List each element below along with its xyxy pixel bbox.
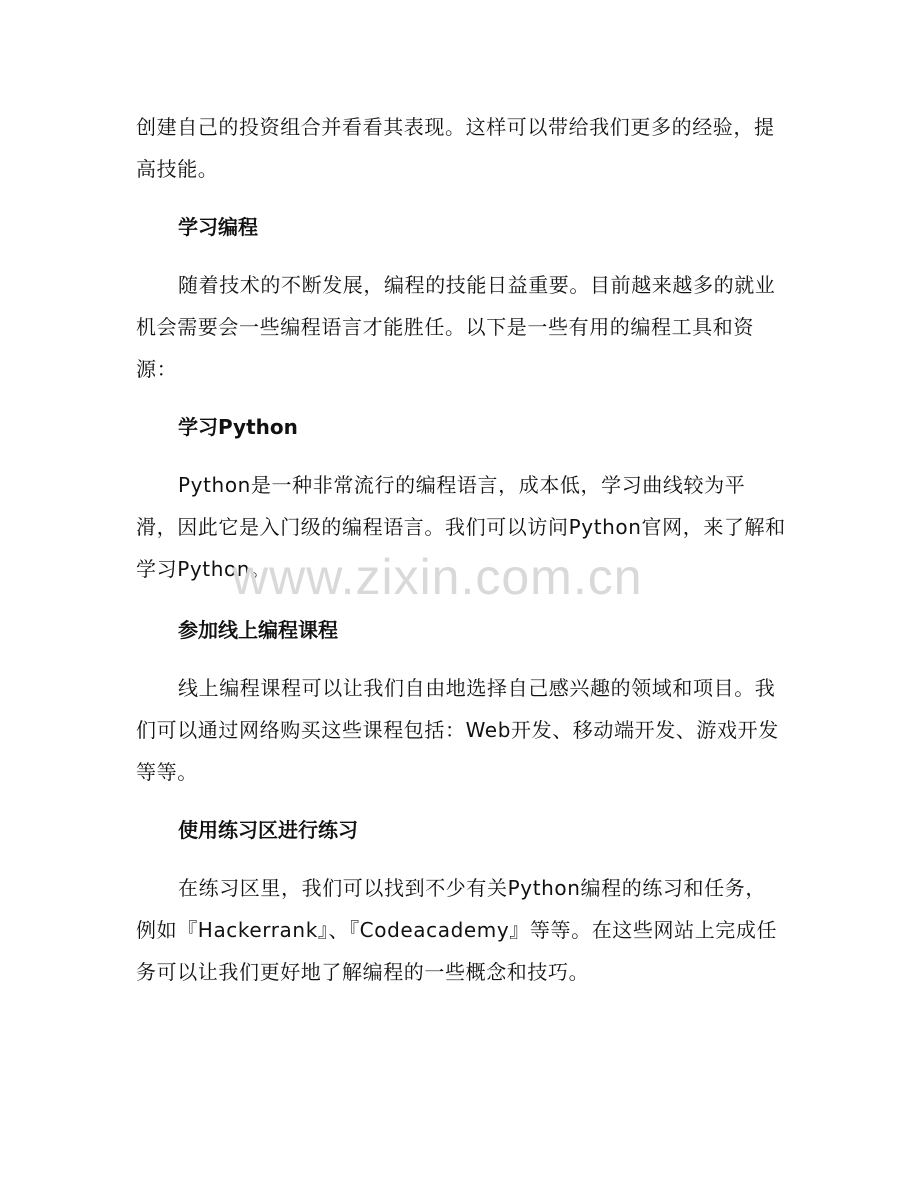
heading-online-courses: 参加线上编程课程: [178, 618, 338, 642]
heading-learn-programming: 学习编程: [178, 215, 258, 239]
paragraph-learn-programming: 随着技术的不断发展，编程的技能日益重要。目前越来越多的就业机会需要会一些编程语言才能胜任。以下是一些有用的编程工具和资源：: [136, 273, 776, 381]
intro-paragraph: 创建自己的投资组合并看看其表现。这样可以带给我们更多的经验，提高技能。: [136, 115, 775, 181]
heading-practice-area: 使用练习区进行练习: [178, 818, 358, 842]
watermark-text: www.zixin.com.cn: [232, 549, 643, 605]
paragraph-learn-python: Python是一种非常流行的编程语言，成本低，学习曲线较为平滑，因此它是入门级的编程语言。我们可以访问Python官网，来了解和学习Python。: [136, 473, 786, 581]
paragraph-practice-area: 在练习区里，我们可以找到不少有关Python编程的练习和任务，例如『Hackerrank』、『Codeacademy』等等。在这些网站上完成任务可以让我们更好地了解编程的一些概念和技巧。: [136, 876, 778, 984]
heading-learn-python: 学习Python: [178, 415, 298, 439]
paragraph-online-courses: 线上编程课程可以让我们自由地选择自己感兴趣的领域和项目。我们可以通过网络购买这些课程包括：Web开发、移动端开发、游戏开发等等。: [136, 676, 779, 784]
